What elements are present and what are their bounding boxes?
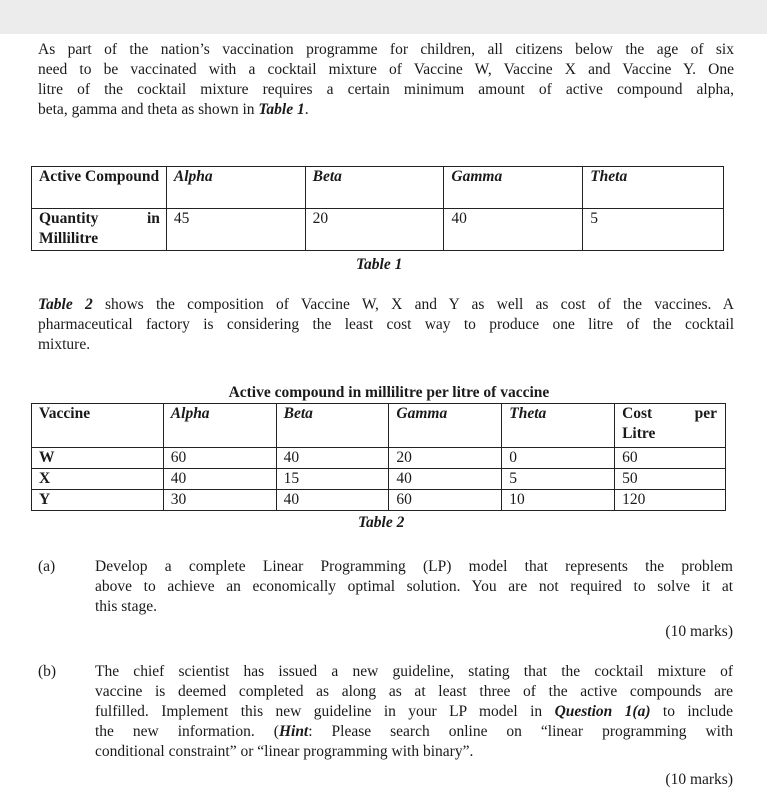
t2-blank: [32, 383, 164, 404]
qb-line: [95, 722, 733, 742]
qb-text: the new information. (: [95, 723, 279, 740]
t2-cell: 60: [615, 448, 726, 469]
top-bar: [0, 0, 767, 34]
para2-line: mixture.: [38, 336, 91, 353]
t2-blank: [615, 383, 726, 404]
para2-line: pharmaceutical factory is considering the least cost way to produce one litre of the cocktail: [38, 316, 734, 333]
t2-cost-b: per: [694, 405, 717, 422]
t2-vaccine: Y: [32, 490, 164, 511]
t2-cell: 40: [163, 469, 276, 490]
t2-cell: 120: [615, 490, 726, 511]
t1-row-label: [32, 209, 167, 251]
table-1-caption: Table 1: [356, 256, 403, 273]
t1-label-in: in: [146, 210, 160, 227]
t2-header-gamma: Gamma: [389, 404, 502, 448]
t2-vaccine: W: [32, 448, 164, 469]
qa-line: this stage.: [95, 598, 157, 615]
qb-text: to include: [650, 703, 733, 720]
intro-line: [38, 100, 734, 120]
qb-line: [95, 702, 733, 722]
intro-end: .: [304, 101, 309, 118]
intro-line-text: beta, gamma and theta as shown in: [38, 101, 259, 118]
question-a-text: [95, 557, 733, 617]
table-2: [31, 383, 726, 511]
t2-cell: 30: [163, 490, 276, 511]
intro-line: need to be vaccinated with a cocktail mixture of Vaccine W, Vaccine X and Vaccine Y. One: [38, 61, 734, 78]
t1-value-gamma: 40: [444, 209, 583, 251]
qb-text: fulfilled. Implement this new guideline in your LP model in: [95, 703, 555, 720]
t1-header-theta: Theta: [583, 167, 724, 209]
intro-line: litre of the cocktail mixture requires a certain minimum amount of active compound alpha,: [38, 81, 734, 98]
qa-line: Develop a complete Linear Programming (LP) model that represents the problem: [95, 558, 733, 575]
t2-cell: 15: [276, 469, 389, 490]
t2-cell: 50: [615, 469, 726, 490]
t1-label-quantity: Quantity: [39, 210, 99, 227]
para2-line: [38, 295, 734, 315]
t1-value-alpha: 45: [166, 209, 305, 251]
t1-value-theta: 5: [583, 209, 724, 251]
paragraph-2: [38, 295, 734, 355]
table-ref: Table 2: [38, 296, 93, 313]
question-a-label: (a): [38, 558, 56, 575]
t2-group-header: Active compound in millilitre per litre of vaccine: [163, 383, 614, 404]
t2-header-vaccine: Vaccine: [32, 404, 164, 448]
intro-line: As part of the nation’s vaccination programme for children, all citizens below the age of six: [38, 41, 734, 58]
t2-row-y: [32, 490, 726, 511]
table-1: [31, 166, 724, 251]
qb-line: vaccine is deemed completed as along as at least three of the active compounds are: [95, 683, 733, 700]
question-b-text: [95, 662, 733, 762]
t2-row-x: [32, 469, 726, 490]
t2-cell: 5: [502, 469, 615, 490]
t1-value-beta: 20: [305, 209, 444, 251]
t1-header-compound: Active Compound: [32, 167, 167, 209]
t2-cell: 60: [163, 448, 276, 469]
t2-cell: 40: [276, 448, 389, 469]
t2-header-beta: Beta: [276, 404, 389, 448]
t1-header-alpha: Alpha: [166, 167, 305, 209]
t2-cell: 20: [389, 448, 502, 469]
question-b-label: (b): [38, 663, 57, 680]
t2-cost-c: Litre: [622, 425, 656, 442]
table-2-caption: Table 2: [358, 514, 405, 531]
t2-cell: 60: [389, 490, 502, 511]
qb-hint: Hint: [278, 723, 309, 740]
t2-header-cost: [615, 404, 726, 448]
t2-cell: 40: [389, 469, 502, 490]
qa-line: above to achieve an economically optimal solution. You are not required to solve it at: [95, 578, 733, 595]
qb-question-ref: Question 1(a): [554, 703, 651, 720]
t2-cost-a: Cost: [622, 405, 653, 422]
t1-header-beta: Beta: [305, 167, 444, 209]
table-ref: Table 1: [258, 101, 305, 118]
t2-cell: 10: [502, 490, 615, 511]
t2-cell: 40: [276, 490, 389, 511]
qb-line: The chief scientist has issued a new guideline, stating that the cocktail mixture of: [95, 663, 733, 680]
intro-paragraph: [38, 40, 734, 120]
t2-header-theta: Theta: [502, 404, 615, 448]
qb-text: : Please search online on “linear programming with: [308, 723, 733, 740]
t2-header-alpha: Alpha: [163, 404, 276, 448]
question-b-marks: (10 marks): [665, 771, 733, 788]
qb-line: conditional constraint” or “linear programming with binary”.: [95, 743, 474, 760]
t2-cell: 0: [502, 448, 615, 469]
t1-label-millilitre: Millilitre: [39, 230, 99, 247]
t1-header-gamma: Gamma: [444, 167, 583, 209]
question-a-marks: (10 marks): [665, 623, 733, 640]
t2-vaccine: X: [32, 469, 164, 490]
para2-text: shows the composition of Vaccine W, X and Y as well as cost of the vaccines. A: [92, 296, 734, 313]
t2-row-w: [32, 448, 726, 469]
